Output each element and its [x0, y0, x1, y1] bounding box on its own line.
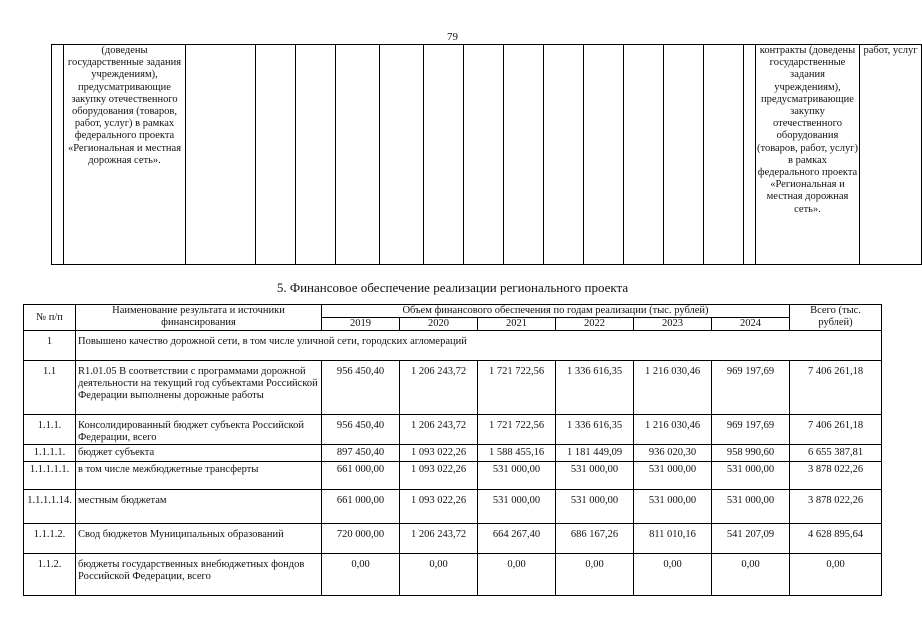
continuation-table [51, 44, 922, 265]
cell [186, 45, 256, 265]
row-value: 1 216 030,46 [634, 415, 712, 445]
cell [544, 45, 584, 265]
row-value: 1 216 030,46 [634, 361, 712, 415]
row-value: 897 450,40 [322, 445, 400, 462]
row-value: 531 000,00 [634, 490, 712, 524]
row-value: 0,00 [634, 554, 712, 596]
row-value: 1 206 243,72 [400, 415, 478, 445]
header-year: 2022 [556, 318, 634, 331]
cell [664, 45, 704, 265]
row-value: 531 000,00 [478, 462, 556, 490]
row-value: 1 721 722,56 [478, 415, 556, 445]
row-value: 531 000,00 [556, 462, 634, 490]
row-total: 4 628 895,64 [790, 524, 882, 554]
row-name: Консолидированный бюджет субъекта Российской Федерации, всего [76, 415, 322, 445]
row-no: 1.1.1.2. [24, 524, 76, 554]
row-value: 720 000,00 [322, 524, 400, 554]
header-no: № п/п [24, 305, 76, 331]
cell [380, 45, 424, 265]
cell [296, 45, 336, 265]
row-total: 7 406 261,18 [790, 415, 882, 445]
table-row [24, 361, 882, 415]
row-value: 531 000,00 [712, 462, 790, 490]
goal-no: 1 [24, 331, 76, 361]
cell [424, 45, 464, 265]
table-row [24, 490, 882, 524]
header-volume: Объем финансового обеспечения по годам реализации (тыс. рублей) [322, 305, 790, 318]
section-title: 5. Финансовое обеспечение реализации регионального проекта [276, 280, 629, 295]
row-value: 811 010,16 [634, 524, 712, 554]
header-row-1 [24, 305, 882, 318]
row-value: 956 450,40 [322, 361, 400, 415]
row-value: 969 197,69 [712, 415, 790, 445]
row-value: 1 093 022,26 [400, 445, 478, 462]
cell [336, 45, 380, 265]
continuation-text-left: (доведены государственные задания учреждениям), предусматривающие закупку отечественного оборудования (товаров, работ, услуг) в рамках федерального проекта «Региональная и местная дорожная сеть». [64, 45, 186, 265]
row-value: 1 588 455,16 [478, 445, 556, 462]
row-no: 1.1.1.1.14. [24, 490, 76, 524]
row-no: 1.1.1. [24, 415, 76, 445]
header-total: Всего (тыс. рублей) [790, 305, 882, 331]
continuation-text-right: контракты (доведены государственные задания учреждениям), предусматривающие закупку отечественного оборудования (товаров, работ, услуг) в рамках федерального проекта «Региональная и местная дорожная сеть». [756, 45, 860, 265]
row-total: 7 406 261,18 [790, 361, 882, 415]
goal-text: Повышено качество дорожной сети, в том числе уличной сети, городских агломераций [76, 331, 882, 361]
row-value: 686 167,26 [556, 524, 634, 554]
row-name: Свод бюджетов Муниципальных образований [76, 524, 322, 554]
row-name: бюджет субъекта [76, 445, 322, 462]
finance-table [23, 304, 882, 596]
header-name: Наименование результата и источники финансирования [76, 305, 322, 331]
row-value: 1 093 022,26 [400, 462, 478, 490]
row-value: 1 206 243,72 [400, 361, 478, 415]
header-year: 2021 [478, 318, 556, 331]
cell [256, 45, 296, 265]
row-value: 958 990,60 [712, 445, 790, 462]
row-value: 0,00 [712, 554, 790, 596]
row-total: 3 878 022,26 [790, 490, 882, 524]
table-row [24, 462, 882, 490]
row-value: 0,00 [400, 554, 478, 596]
cell [704, 45, 744, 265]
cell [584, 45, 624, 265]
row-value: 1 181 449,09 [556, 445, 634, 462]
row-value: 1 336 616,35 [556, 361, 634, 415]
cell [624, 45, 664, 265]
row-value: 969 197,69 [712, 361, 790, 415]
row-value: 661 000,00 [322, 462, 400, 490]
row-value: 531 000,00 [634, 462, 712, 490]
row-name: в том числе межбюджетные трансферты [76, 462, 322, 490]
row-value: 531 000,00 [556, 490, 634, 524]
table-row [24, 524, 882, 554]
table-row [24, 415, 882, 445]
row-value: 936 020,30 [634, 445, 712, 462]
row-name: бюджеты государственных внебюджетных фондов Российской Федерации, всего [76, 554, 322, 596]
page-number: 79 [447, 31, 458, 43]
cell [464, 45, 504, 265]
row-no: 1.1 [24, 361, 76, 415]
row-no: 1.1.1.1. [24, 445, 76, 462]
row-total: 6 655 387,81 [790, 445, 882, 462]
table-row [24, 554, 882, 596]
row-value: 531 000,00 [712, 490, 790, 524]
cell [504, 45, 544, 265]
row-total: 3 878 022,26 [790, 462, 882, 490]
row-no: 1.1.2. [24, 554, 76, 596]
row-value: 956 450,40 [322, 415, 400, 445]
row-value: 1 093 022,26 [400, 490, 478, 524]
row-value: 541 207,09 [712, 524, 790, 554]
row-value: 0,00 [478, 554, 556, 596]
row-value: 1 336 616,35 [556, 415, 634, 445]
header-year: 2023 [634, 318, 712, 331]
table-row [24, 445, 882, 462]
row-no: 1.1.1.1.1. [24, 462, 76, 490]
row-value: 0,00 [322, 554, 400, 596]
row-value: 0,00 [556, 554, 634, 596]
row-total: 0,00 [790, 554, 882, 596]
header-year: 2020 [400, 318, 478, 331]
row-value: 661 000,00 [322, 490, 400, 524]
row-value: 664 267,40 [478, 524, 556, 554]
header-year: 2024 [712, 318, 790, 331]
cell [52, 45, 64, 265]
row-name: местным бюджетам [76, 490, 322, 524]
row-value: 531 000,00 [478, 490, 556, 524]
row-value: 1 721 722,56 [478, 361, 556, 415]
cell [744, 45, 756, 265]
row-value: 1 206 243,72 [400, 524, 478, 554]
continuation-text-last: работ, услуг [860, 45, 922, 265]
goal-row [24, 331, 882, 361]
header-year: 2019 [322, 318, 400, 331]
row-name: R1.01.05 В соответствии с программами дорожной деятельности на текущий год субъектами Российской Федерации выполнены дорожные работы [76, 361, 322, 415]
